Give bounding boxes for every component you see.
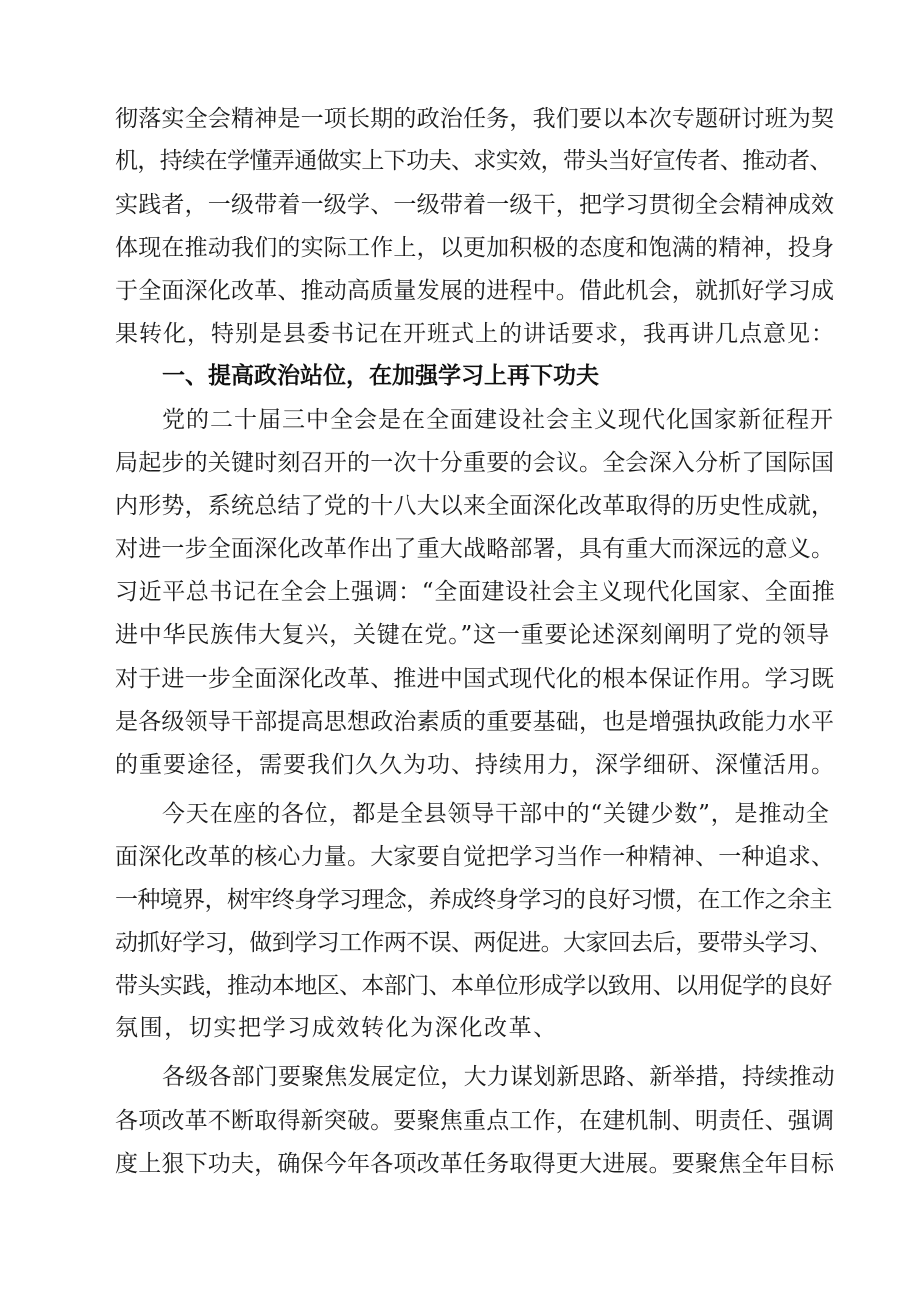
paragraph-line: 内形势，系统总结了党的十八大以来全面深化改革取得的历史性成就，	[115, 493, 835, 519]
paragraph-line: 于全面深化改革、推动高质量发展的进程中。借此机会，就抓好学习成	[115, 278, 835, 304]
paragraph-line: 度上狠下功夫，确保今年各项改革任务取得更大进展。要聚焦全年目标	[115, 1151, 835, 1177]
section-heading: 一、提高政治站位，在加强学习上再下功夫	[162, 363, 599, 389]
paragraph-line: 氛围，切实把学习成效转化为深化改革、	[115, 1015, 558, 1041]
paragraph-line: 面深化改革的核心力量。大家要自觉把学习当作一种精神、一种追求、	[115, 844, 835, 870]
paragraph-line: 对于进一步全面深化改革、推进中国式现代化的根本保证作用。学习既	[115, 666, 835, 692]
paragraph-line: 体现在推动我们的实际工作上，以更加积极的态度和饱满的精神，投身	[115, 235, 835, 261]
paragraph-line: 各项改革不断取得新突破。要聚焦重点工作，在建机制、明责任、强调	[115, 1108, 835, 1134]
paragraph-line: 进中华民族伟大复兴，关键在党。”这一重要论述深刻阐明了党的领导	[115, 622, 831, 648]
paragraph-line: 党的二十届三中全会是在全面建设社会主义现代化国家新征程开	[162, 407, 834, 433]
paragraph-line: 一种境界，树牢终身学习理念，养成终身学习的良好习惯，在工作之余主	[115, 887, 832, 913]
paragraph-line: 是各级领导干部提高思想政治素质的重要基础，也是增强执政能力水平	[115, 709, 835, 735]
paragraph-line: 果转化，特别是县委书记在开班式上的讲话要求，我再讲几点意见：	[115, 321, 835, 347]
paragraph-line: 实践者，一级带着一级学、一级带着一级干，把学习贯彻全会精神成效	[115, 192, 835, 218]
paragraph-line: 彻落实全会精神是一项长期的政治任务，我们要以本次专题研讨班为契	[115, 106, 835, 132]
paragraph-line: 动抓好学习，做到学习工作两不误、两促进。大家回去后，要带头学习、	[115, 930, 832, 956]
paragraph-line: 带头实践，推动本地区、本部门、本单位形成学以致用、以用促学的良好	[115, 973, 832, 999]
paragraph-line: 局起步的关键时刻召开的一次十分重要的会议。全会深入分析了国际国	[115, 450, 835, 476]
paragraph-line: 对进一步全面深化改革作出了重大战略部署，具有重大而深远的意义。	[115, 536, 835, 562]
paragraph-line: 机，持续在学懂弄通做实上下功夫、求实效，带头当好宣传者、推动者、	[115, 148, 832, 174]
paragraph-line: 今天在座的各位，都是全县领导干部中的“关键少数”，是推动全	[162, 801, 830, 827]
paragraph-line: 各级各部门要聚焦发展定位，大力谋划新思路、新举措，持续推动	[162, 1064, 835, 1090]
paragraph-line: 的重要途径，需要我们久久为功、持续用力，深学细研、深懂活用。	[115, 752, 835, 778]
paragraph-line: 习近平总书记在全会上强调：“全面建设社会主义现代化国家、全面推	[115, 579, 836, 605]
